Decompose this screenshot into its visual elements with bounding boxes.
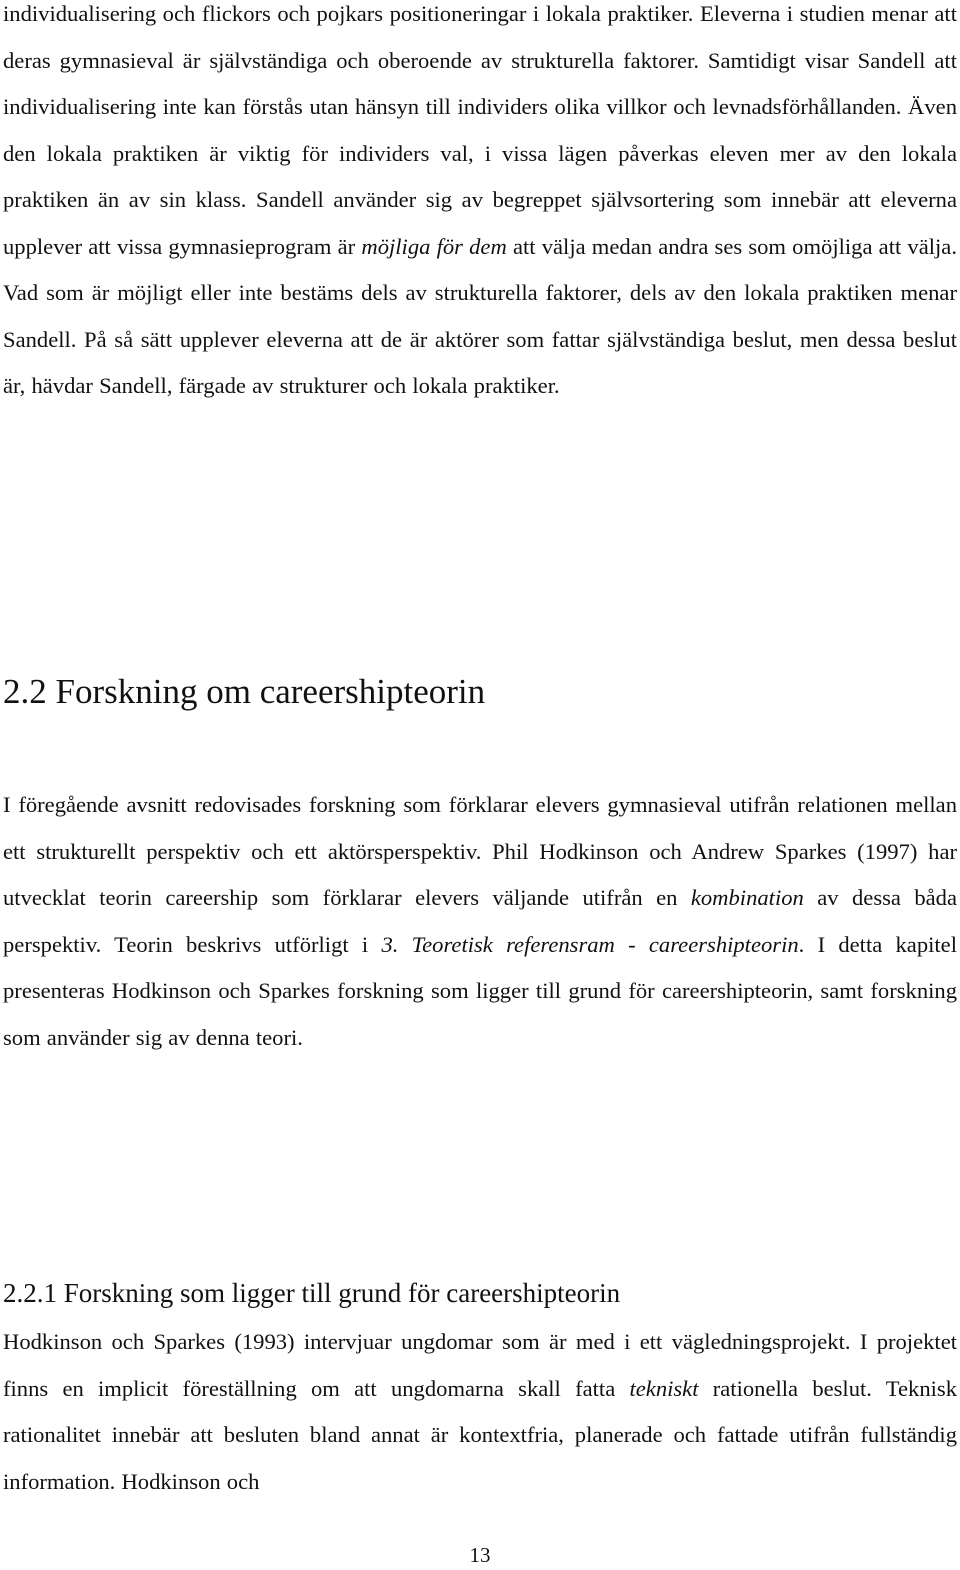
- paragraph-text: av dessa båda perspektiv. Teorin beskrivs utförligt i: [3, 885, 957, 957]
- paragraph-text: I föregående avsnitt redovisades forskning som förklarar elevers gymnasieval utifrån relationen mellan ett strukturellt perspektiv och ett aktörsperspektiv. Phil Hodkinson och Andrew Sparkes (1997) har utvecklat teorin careership som förklarar elevers väljande utifrån en: [3, 792, 957, 910]
- emphasis-text: kombination: [690, 885, 804, 910]
- section-heading-2-2: 2.2 Forskning om careershipteorin: [3, 672, 486, 711]
- body-paragraph-1: [3, 0, 957, 410]
- paragraph-text: att välja medan andra ses som omöjliga att välja. Vad som är möjligt eller inte bestäms dels av strukturella faktorer, dels av den lokala praktiken menar Sandell. På så sätt upplever eleverna att de är aktörer som fattar självständiga beslut, men dessa beslut är, hävdar Sandell, färgade av strukturer och lokala praktiker.: [3, 233, 957, 398]
- body-paragraph-3: [3, 1319, 957, 1505]
- paragraph-text: Hodkinson och Sparkes (1993) intervjuar ungdomar som är med i ett vägledningsprojekt. I projektet finns en implicit föreställning om att ungdomarna skall fatta: [3, 1329, 957, 1401]
- body-paragraph-2: [3, 782, 957, 1061]
- emphasis-text: tekniskt: [629, 1375, 699, 1401]
- paragraph-text: rationella beslut. Teknisk rationalitet innebär att besluten bland annat är kontextfria, planerade och fattade utifrån fullständig information. Hodkinson och: [3, 1375, 957, 1494]
- emphasis-text: möjliga för dem: [361, 233, 507, 259]
- page-number: 13: [469, 1543, 491, 1567]
- paragraph-text: . I detta kapitel presenteras Hodkinson och Sparkes forskning som ligger till grund för careershipteorin, samt forskning som använder sig av denna teori.: [3, 931, 957, 1050]
- paragraph-text: individualisering och flickors och pojkars positioneringar i lokala praktiker. Eleverna i studien menar att deras gymnasieval är självständiga och oberoende av strukturella faktorer. Samtidigt visar Sandell att individualisering inte kan förstås utan hänsyn till individers olika villkor och levnadsförhållanden. Även den lokala praktiken är viktig för individers val, i vissa lägen påverkas eleven mer av den lokala praktiken än av sin klass. Sandell använder sig av begreppet självsortering som innebär att eleverna upplever att vissa gymnasieprogram är: [3, 1, 957, 259]
- cross-reference: 3. Teoretisk referensram - careershipteorin: [381, 931, 799, 957]
- subsection-heading-2-2-1: 2.2.1 Forskning som ligger till grund för careershipteorin: [3, 1278, 621, 1308]
